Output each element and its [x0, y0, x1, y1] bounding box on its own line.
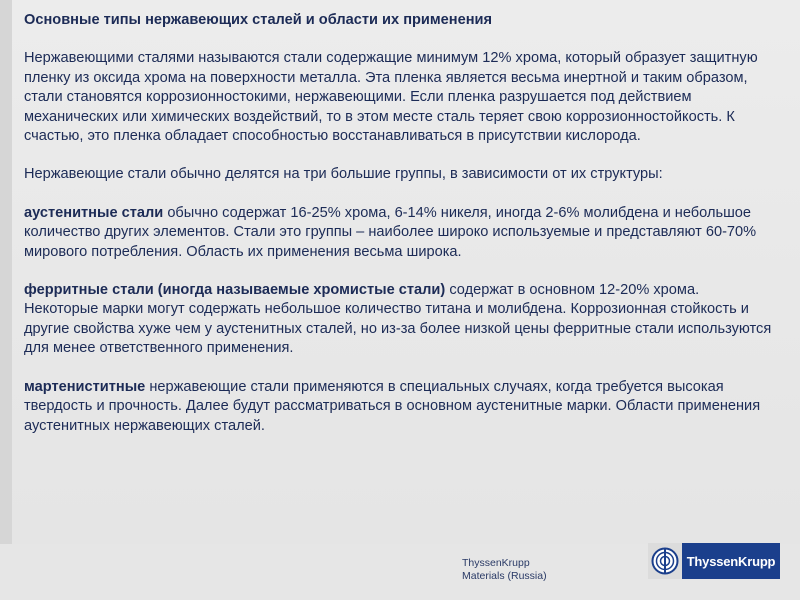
- footer-company: [462, 557, 547, 582]
- text-ferritic: содержат в основном 12-20% хрома. Некоторые марки могут содержать небольшое количество титана и молибдена. Коррозионная стойкость и другие свойства хуже чем у аустенитных сталей, но из-за более низкой цены ферритные стали используются для менее ответственного применения.: [24, 282, 772, 357]
- paragraph-groups: Нержавеющие стали обычно делятся на три большие группы, в зависимости от их структуры:: [24, 166, 663, 183]
- text-martensitic: нержавеющие стали применяются в специальных случаях, когда требуется высокая твердость и прочность. Далее будут рассматриваться в основном аустенитные марки. Области применения аустенитных нержавеющих сталей.: [24, 378, 761, 434]
- slide-content: [24, 11, 776, 436]
- text-austenitic: обычно содержат 16-25% хрома, 6-14% никеля, иногда 2-6% молибдена и небольшое количество других элементов. Стали это группы – наиболее широко используемые и представляют 60-70% мирового потребления. Область их применения весьма широка.: [24, 204, 757, 260]
- paragraph-martensitic: [24, 378, 776, 436]
- paragraph-austenitic: [24, 204, 776, 262]
- paragraph-ferritic: [24, 281, 776, 359]
- term-ferritic: ферритные стали (иногда называемые хромистые стали): [24, 282, 446, 299]
- footer-company-division: Materials (Russia): [462, 569, 547, 582]
- slide-title: Основные типы нержавеющих сталей и области их применения: [24, 12, 493, 28]
- paragraph-intro: Нержавеющими сталями называются стали содержащие минимум 12% хрома, который образует защитную пленку из оксида хрома на поверхности металла. Эта пленка является весьма инертной и таким образом, стали становятся коррозионностокими, нержавеющими. Если пленка разрушается под действием механических или химических воздействий, то в этом месте сталь теряет свою коррозионностойкость. К счастью, это пленка обладает способностью восстанавливаться в присутствии кислорода.: [24, 50, 758, 145]
- footer-company-name: ThyssenKrupp: [462, 557, 530, 569]
- left-strip: [0, 0, 12, 600]
- thyssenkrupp-emblem-icon: [648, 543, 682, 579]
- term-austenitic: аустенитные стали: [24, 204, 164, 221]
- thyssenkrupp-logo: [648, 543, 780, 579]
- term-martensitic: мартениститные: [24, 378, 146, 395]
- thyssenkrupp-wordmark: ThyssenKrupp: [682, 543, 780, 579]
